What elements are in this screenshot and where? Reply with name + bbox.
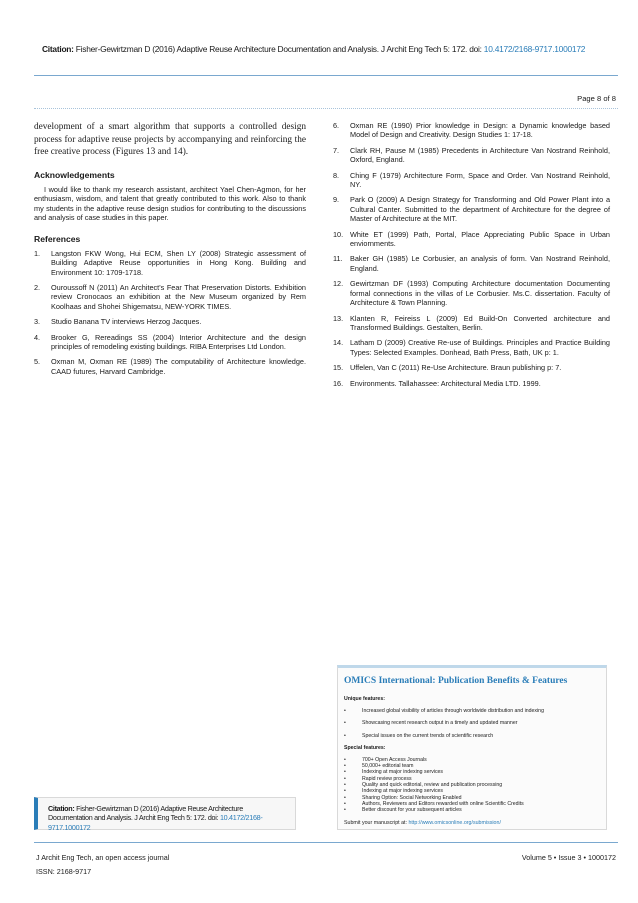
header-dotted-rule (34, 108, 618, 109)
acknowledgements-text: I would like to thank my research assistant, architect Yael Chen-Agmon, for her enthusiasm, wisdom, and talent that greatly contributed to this work. Also to thank my students in the adaptive reuse design studios for contributing to the discussions and analysis of case studies in this paper. (34, 184, 306, 223)
references-heading: References (34, 233, 81, 244)
acknowledgements-heading: Acknowledgements (34, 169, 115, 180)
reference-text: Ouroussoff N (2011) An Architect's Fear That Preservation Distorts. Exhibition review Cronocaos an exhibition at the New Museum organized by Rem Koolhaas and Shohei Shigematsu, NEW-YORK TIMES. (51, 283, 306, 311)
reference-item (333, 195, 610, 223)
reference-text: Environments. Tallahassee: Architectural Media LTD. 1999. (350, 378, 541, 388)
reference-text: Oxman RE (1990) Prior knowledge in Design: a Dynamic knowledge based Model of Design and Creativity. Design Studies 1: 17-18. (350, 121, 610, 140)
references-list-right (333, 121, 610, 388)
bullet-icon: • (344, 708, 346, 714)
reference-text: Langston FKW Wong, Hui ECM, Shen LY (2008) Strategic assessment of Building Adaptive Reuse opportunities in Hong Kong. Building and Environment 10: 1709-1718. (51, 248, 306, 277)
reference-item (333, 314, 610, 333)
bullet-icon: • (344, 720, 346, 727)
feature-text: Indexing at major indexing services (362, 769, 444, 776)
footer-rule (34, 842, 618, 843)
feature-text: 50,000+ editorial team (362, 763, 414, 770)
omics-title: OMICS International: Publication Benefits & Features (344, 676, 568, 686)
feature-text: Better discount for your subsequent articles (362, 807, 462, 814)
reference-number: 7. (333, 145, 340, 155)
reference-number: 8. (333, 170, 340, 180)
reference-number: 4. (34, 332, 41, 342)
feature-item (344, 807, 598, 813)
feature-text: Showcasing recent research output in a timely and updated manner (362, 720, 518, 727)
reference-item (34, 317, 306, 326)
feature-text: Increased global visibility of articles through worldwide distribution and indexing (362, 708, 544, 714)
page-number: Page 8 of 8 (577, 94, 616, 103)
reference-text: White ET (1999) Path, Portal, Place Appreciating Public Space in Urban enviornments. (350, 229, 610, 249)
citation-box-label: Citation: (48, 804, 75, 813)
reference-item (333, 279, 610, 307)
header-citation (42, 44, 622, 54)
feature-item (344, 720, 598, 726)
footer-issn: ISSN: 2168-9717 (36, 867, 92, 876)
feature-text: Quality and quick editorial, review and publication processing (362, 782, 503, 789)
references-list-left (34, 249, 306, 376)
reference-number: 9. (333, 195, 340, 205)
header-citation-label: Citation: (42, 44, 74, 54)
header-rule (34, 75, 618, 76)
special-features-heading: Special features: (344, 744, 386, 751)
bullet-icon: • (344, 732, 346, 739)
footer-journal: J Archit Eng Tech, an open access journal (36, 853, 170, 862)
header-citation-text: Fisher-Gewirtzman D (2016) Adaptive Reuse Architecture Documentation and Analysis. J Archit Eng Tech 5: 172. doi: (75, 44, 482, 54)
bullet-icon: • (344, 800, 346, 807)
reference-number: 14. (333, 338, 344, 348)
reference-item (333, 146, 610, 165)
unique-features-heading: Unique features: (344, 696, 385, 702)
feature-text: Rapid review process (362, 775, 412, 782)
citation-box-doi-link[interactable]: 10.4172/2168-9717.1000172 (48, 813, 263, 832)
reference-item (333, 338, 610, 357)
unique-features-list (344, 708, 598, 739)
special-features-list (344, 757, 598, 814)
reference-number: 12. (333, 279, 344, 289)
reference-item (333, 121, 610, 140)
submit-text: Submit your manuscript at: (344, 819, 407, 826)
reference-text: Ching F (1979) Architecture Form, Space and Order. Van Nostrand Reinhold, NY. (350, 170, 610, 190)
reference-item (333, 171, 610, 190)
bullet-icon: • (344, 763, 346, 770)
reference-item (333, 230, 610, 249)
reference-number: 1. (34, 248, 41, 258)
reference-item (333, 254, 610, 273)
reference-text: Uffelen, Van C (2011) Re-Use Architecture. Braun publishing p: 7. (350, 363, 562, 373)
feature-text: Indexing at major indexing services (362, 788, 444, 795)
omics-benefits-box (337, 665, 607, 830)
submit-line (344, 820, 598, 826)
citation-box (34, 797, 296, 830)
reference-item (34, 357, 306, 376)
reference-number: 16. (333, 378, 344, 388)
bullet-icon: • (344, 807, 346, 814)
feature-text: Sharing Option: Social Networking Enabled (362, 794, 462, 801)
feature-item (344, 733, 598, 739)
reference-text: Brooker G, Rereadings SS (2004) Interior Architecture and the design principles of remodeling existing buildings. RIBA Enterprises Ltd London. (51, 332, 306, 352)
bullet-icon: • (344, 782, 346, 789)
feature-text: 700+ Open Access Journals (362, 756, 427, 763)
reference-number: 15. (333, 363, 344, 373)
citation-box-text: Fisher-Gewirtzman D (2016) Adaptive Reuse Architecture Documentation and Analysis. J Archit Eng Tech 5: 172. doi: (48, 804, 243, 823)
footer-volume: Volume 5 • Issue 3 • 1000172 (521, 853, 616, 862)
reference-number: 11. (333, 254, 343, 264)
bullet-icon: • (344, 794, 346, 801)
reference-item (34, 249, 306, 277)
reference-item (34, 283, 306, 311)
reference-text: Oxman M, Oxman RE (1989) The computability of Architecture knowledge. CAAD futures, Harvard Cambridge. (51, 357, 306, 376)
reference-item (333, 379, 610, 388)
reference-text: Park O (2009) A Design Strategy for Transforming and Old Power Plant into a Cultural Canter. Submitted to the department of Architecture for the degree of Master of Architecture at the MIT. (350, 195, 610, 224)
reference-number: 5. (34, 357, 41, 367)
reference-text: Gewirtzman DF (1993) Computing Architecture documentation Documenting formal connections in the villas of Le Corbusier. Ms.C. dissertation. Faculty of Architecture & Town Planning. (350, 279, 610, 308)
reference-text: Klanten R, Feireiss L (2009) Ed Build-On Converted architecture and Transformed Buildings. Gestalten, Berlin. (350, 313, 610, 332)
feature-item (344, 708, 598, 714)
reference-number: 6. (333, 121, 340, 130)
reference-text: Baker GH (1985) Le Corbusier, an analysis of form. Van Nostrand Reinhold, England. (350, 254, 610, 273)
reference-text: Clark RH, Pause M (1985) Precedents in Architecture Van Nostrand Reinhold, Oxford, England. (350, 145, 610, 165)
feature-text: Special issues on the current trends of scientific research (362, 732, 494, 739)
intro-paragraph: development of a smart algorithm that supports a controlled design process for adaptive reuse projects by accompanying and reinforcing the free creative process (Figures 13 and 14). (34, 122, 306, 158)
reference-text: Studio Banana TV interviews Herzog Jacques. (51, 317, 202, 327)
reference-number: 10. (333, 229, 344, 239)
bullet-icon: • (344, 788, 346, 795)
header-doi-link[interactable]: 10.4172/2168-9717.1000172 (483, 44, 586, 54)
submission-link[interactable]: http://www.omicsonline.org/submission/ (408, 819, 501, 826)
bullet-icon: • (344, 769, 346, 776)
reference-number: 13. (333, 313, 344, 323)
reference-item (333, 363, 610, 372)
feature-text: Authors, Reviewers and Editors rewarded with online Scientific Credits (362, 800, 524, 807)
left-column (34, 121, 306, 382)
reference-item (34, 333, 306, 352)
reference-text: Latham D (2009) Creative Re-use of Buildings. Principles and Practice Building Types: Selected Examples. Donhead, Bath Press, Bath, UK p: 1. (350, 338, 610, 357)
bullet-icon: • (344, 775, 346, 782)
reference-number: 2. (34, 283, 41, 292)
right-column (333, 121, 610, 394)
bullet-icon: • (344, 756, 346, 763)
reference-number: 3. (34, 317, 41, 327)
